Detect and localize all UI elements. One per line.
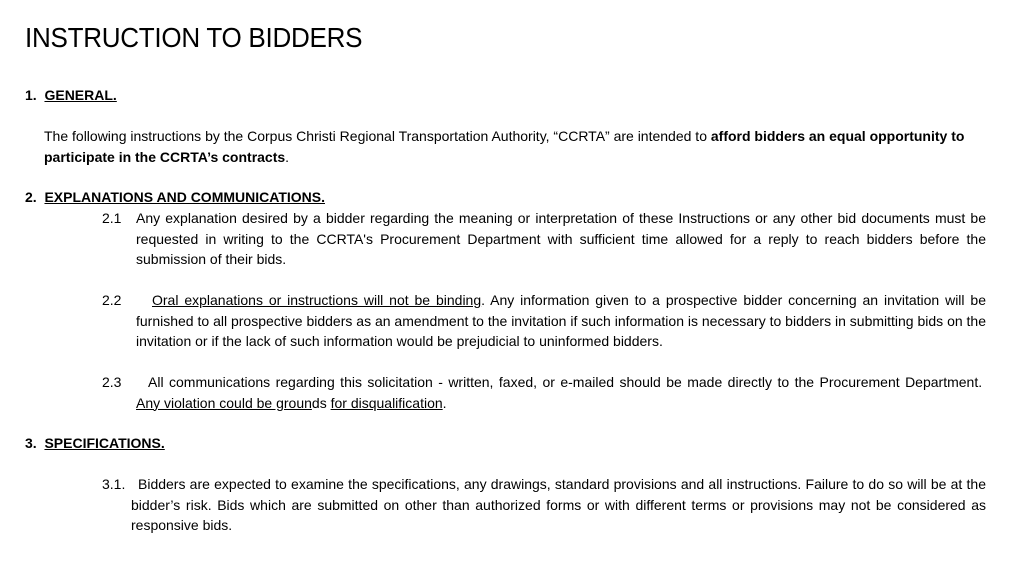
clause-number: 2.3 (102, 374, 122, 390)
clause-2-1 (102, 208, 987, 270)
section-1-heading (25, 85, 117, 106)
section-2-heading (25, 187, 325, 208)
clause-2-2 (102, 290, 987, 352)
section-number: 2. (25, 189, 37, 205)
section-heading: EXPLANATIONS AND COMMUNICATIONS. (44, 189, 325, 205)
section-number: 3. (25, 435, 37, 451)
clause-text (136, 372, 986, 413)
clause-rest: . Any information given to a prospective bidder concerning an invitation will be furnished to all prospective bidders as an amendment to the invitation if such information is necessary to bidders in submitting bids on the invitation or if the lack of such information would be prejudicial to uninformed bidders. (136, 292, 986, 349)
clause-underlined-b: for disqualification (330, 394, 443, 411)
clause-underlined: Oral explanations or instructions will not be binding (152, 292, 482, 308)
clause-number: 2.2 (102, 292, 122, 308)
section-number: 1. (25, 87, 37, 103)
section-heading: SPECIFICATIONS. (44, 435, 165, 451)
general-text-end: . (285, 148, 290, 165)
clause-mid: ds (311, 394, 331, 411)
page-title: INSTRUCTION TO BIDDERS (25, 22, 363, 53)
clause-number: 3.1. (102, 476, 126, 492)
clause-text: Any explanation desired by a bidder regarding the meaning or interpretation of these Instructions or any other bid documents must be requested in writing to the CCRTA's Procurement Department with sufficient time allowed for a reply to reach bidders before the submission of their bids. (136, 210, 986, 267)
clause-number: 2.1 (102, 210, 122, 226)
clause-underlined-a: Any violation could be groun (136, 394, 312, 411)
clause-end: . (442, 394, 447, 411)
clause-main: All communications regarding this solicitation - written, faxed, or e-mailed should be made directly to the Procurement Department. (148, 374, 983, 390)
clause-3-1 (102, 474, 987, 536)
general-paragraph (44, 126, 1004, 167)
section-heading: GENERAL. (44, 87, 117, 103)
clause-text: Bidders are expected to examine the specifications, any drawings, standard provisions and all instructions. Failure to do so will be at the bidder’s risk. Bids which are submitted on other than authorized forms or with different terms or provisions may not be considered as responsive bids. (131, 476, 986, 533)
general-text: The following instructions by the Corpus Christi Regional Transportation Authority, “CCRTA” are intended to (44, 128, 711, 144)
section-3-heading (25, 433, 165, 454)
clause-2-3 (102, 372, 987, 414)
general-bold-text: afford bidders an equal opportunity to participate in the CCRTA’s contracts (44, 128, 965, 165)
clause-text (136, 290, 986, 352)
